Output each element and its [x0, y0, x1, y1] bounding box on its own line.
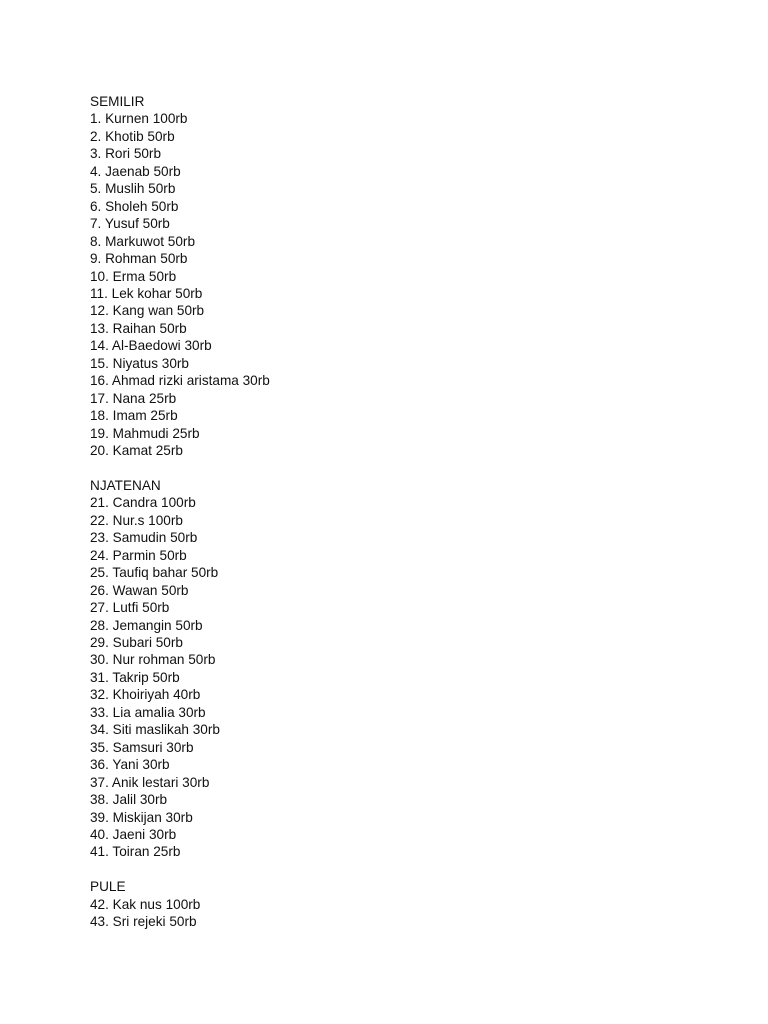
list-item: 39. Miskijan 30rb: [90, 809, 193, 825]
list-item: 7. Yusuf 50rb: [90, 216, 170, 232]
list-item: 6. Sholeh 50rb: [90, 198, 179, 214]
list-item: 25. Taufiq bahar 50rb: [90, 565, 219, 581]
list-item: 8. Markuwot 50rb: [90, 233, 196, 249]
list-item: 23. Samudin 50rb: [90, 530, 198, 546]
section-pule: [90, 878, 730, 930]
list-item: 31. Takrip 50rb: [90, 669, 180, 685]
list-item: 40. Jaeni 30rb: [90, 827, 177, 843]
list-item: 30. Nur rohman 50rb: [90, 652, 216, 668]
list-item: 15. Niyatus 30rb: [90, 355, 189, 371]
list-item: 5. Muslih 50rb: [90, 181, 176, 197]
list-item: 26. Wawan 50rb: [90, 582, 189, 598]
section-heading: SEMILIR: [90, 94, 145, 109]
list-item: 17. Nana 25rb: [90, 390, 177, 406]
list-item: 34. Siti maslikah 30rb: [90, 722, 220, 738]
donation-list: [90, 93, 730, 931]
list-item: 38. Jalil 30rb: [90, 792, 168, 808]
section-heading: NJATENAN: [90, 477, 161, 493]
list-item: 4. Jaenab 50rb: [90, 163, 181, 179]
list-item: 27. Lutfi 50rb: [90, 600, 170, 616]
list-item: 12. Kang wan 50rb: [90, 303, 205, 319]
list-item: 28. Jemangin 50rb: [90, 617, 203, 633]
list-item: 37. Anik lestari 30rb: [90, 774, 210, 790]
list-item: 18. Imam 25rb: [90, 408, 178, 424]
list-item: 29. Subari 50rb: [90, 635, 183, 651]
list-item: 14. Al-Baedowi 30rb: [90, 338, 212, 354]
list-item: 1. Kurnen 100rb: [90, 111, 188, 127]
list-item: 20. Kamat 25rb: [90, 443, 183, 459]
section-njatenan: [90, 477, 730, 861]
list-item: 13. Raihan 50rb: [90, 320, 187, 336]
list-item: 32. Khoiriyah 40rb: [90, 687, 201, 703]
section-semilir: [90, 93, 730, 460]
list-item: 22. Nur.s 100rb: [90, 512, 183, 528]
list-item: 11. Lek kohar 50rb: [90, 285, 203, 301]
list-item: 2. Khotib 50rb: [90, 128, 175, 144]
list-item: 33. Lia amalia 30rb: [90, 704, 206, 720]
list-item: 42. Kak nus 100rb: [90, 896, 201, 912]
section-heading: PULE: [90, 879, 126, 895]
list-item: 43. Sri rejeki 50rb: [90, 914, 197, 930]
list-item: 16. Ahmad rizki aristama 30rb: [90, 373, 270, 389]
list-item: 3. Rori 50rb: [90, 146, 162, 162]
list-item: 35. Samsuri 30rb: [90, 739, 194, 755]
list-item: 9. Rohman 50rb: [90, 251, 188, 267]
list-item: 21. Candra 100rb: [90, 495, 196, 511]
list-item: 41. Toiran 25rb: [90, 844, 181, 860]
list-item: 24. Parmin 50rb: [90, 547, 187, 563]
list-item: 10. Erma 50rb: [90, 268, 177, 284]
list-item: 19. Mahmudi 25rb: [90, 425, 200, 441]
list-item: 36. Yani 30rb: [90, 757, 170, 773]
